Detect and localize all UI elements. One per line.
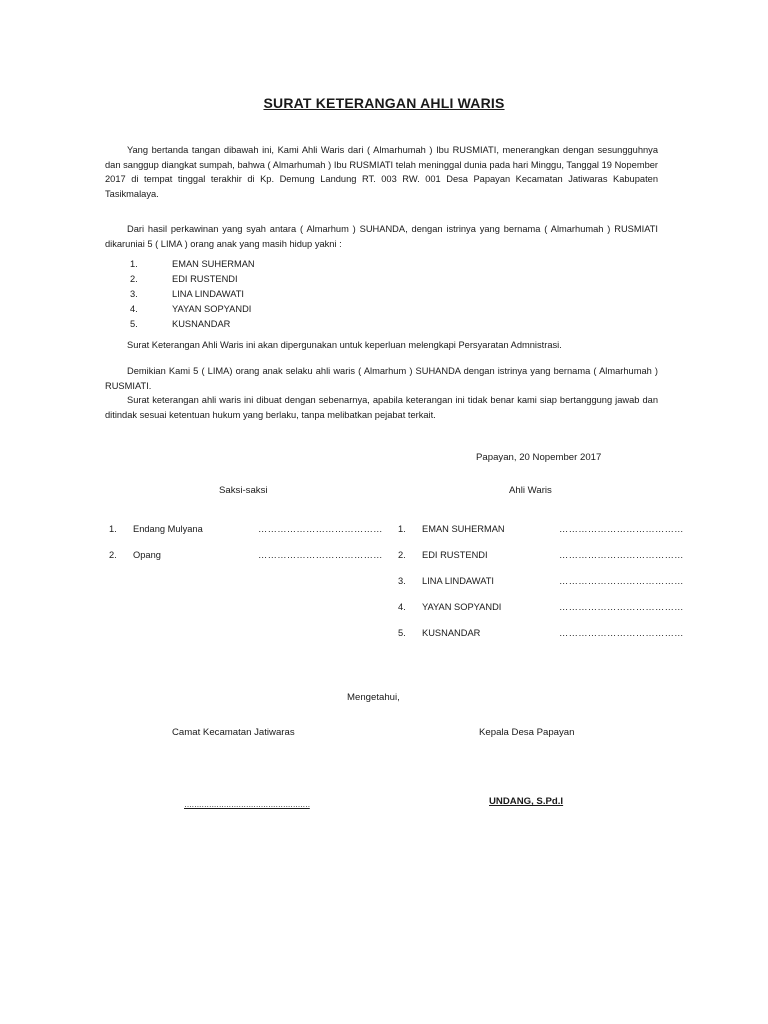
paragraph-closing (105, 393, 658, 422)
child-name: YAYAN SOPYANDI (172, 304, 252, 314)
paragraph-purpose (105, 338, 658, 353)
child-name: EDI RUSTENDI (172, 274, 238, 284)
signature-line: ………………………………… (559, 576, 684, 586)
paragraph-closing-text: Surat keterangan ahli waris ini dibuat dengan sebenarnya, apabila keterangan ini tidak benar kami siap bertanggung jawab dan ditindak sesuai ketentuan hukum yang berlaku, tanpa melibatkan pejabat terkait. (105, 395, 658, 420)
witness-name: Opang (133, 550, 161, 560)
paragraph-statement-text: Yang bertanda tangan dibawah ini, Kami Ahli Waris dari ( Almarhumah ) Ibu RUSMIATI, menerangkan dengan sesungguhnya dan sanggup diangkat sumpah, bahwa ( Almarhumah ) Ibu RUSMIATI telah meninggal dunia pada hari Minggu, Tanggal 19 Nopember 2017 di tempat tinggal terakhir di Kp. Demung Landung RT. 003 RW. 001 Desa Papayan Kecamatan Jatiwaras Kabupaten Tasikmalaya. (105, 145, 658, 199)
acknowledged-label: Mengetahui, (347, 692, 400, 703)
heir-name: EDI RUSTENDI (422, 550, 488, 560)
signature-line: ………………………………… (559, 550, 684, 560)
child-name: KUSNANDAR (172, 319, 231, 329)
camat-title: Camat Kecamatan Jatiwaras (172, 727, 295, 738)
child-name: EMAN SUHERMAN (172, 259, 255, 269)
children-list (130, 257, 255, 332)
signature-line: ………………………………… (559, 524, 684, 534)
heirs-heading: Ahli Waris (509, 485, 552, 496)
kades-name: UNDANG, S.Pd.I (489, 796, 564, 807)
kades-title: Kepala Desa Papayan (479, 727, 575, 738)
heir-name: LINA LINDAWATI (422, 576, 494, 586)
witnesses-heading: Saksi-saksi (219, 485, 268, 496)
witness-name: Endang Mulyana (133, 524, 203, 534)
child-name: LINA LINDAWATI (172, 289, 244, 299)
paragraph-heirs-declaration (105, 364, 658, 393)
heir-name: KUSNANDAR (422, 628, 481, 638)
heir-name: EMAN SUHERMAN (422, 524, 505, 534)
signature-line: ………………………………… (559, 628, 684, 638)
paragraph-statement (105, 143, 658, 201)
list-item: 5. KUSNANDAR (130, 319, 231, 329)
letter-title: SURAT KETERANGAN AHLI WARIS (263, 95, 505, 111)
signature-line: ………………………………… (559, 602, 684, 612)
camat-signature-line: …………………………………………… (184, 800, 310, 809)
list-item: 4. YAYAN SOPYANDI (130, 304, 252, 314)
signature-line: ………………………………… (258, 524, 383, 534)
place-date: Papayan, 20 Nopember 2017 (476, 452, 602, 463)
heir-name: YAYAN SOPYANDI (422, 602, 502, 612)
paragraph-marriage-text: Dari hasil perkawinan yang syah antara ( Almarhum ) SUHANDA, dengan istrinya yang bernama ( Almarhumah ) RUSMIATI dikaruniai 5 ( LIMA ) orang anak yang masih hidup yakni : (105, 224, 658, 249)
paragraph-purpose-text: Surat Keterangan Ahli Waris ini akan dipergunakan untuk keperluan melengkapi Persyaratan Admnistrasi. (127, 340, 562, 350)
paragraph-marriage (105, 222, 658, 251)
list-item: 2. EDI RUSTENDI (130, 274, 238, 284)
paragraph-heirs-declaration-text: Demikian Kami 5 ( LIMA) orang anak selaku ahli waris ( Almarhum ) SUHANDA dengan istrinya yang bernama ( Almarhumah ) RUSMIATI. (105, 366, 658, 391)
signature-line: ………………………………… (258, 550, 383, 560)
letter-page: SURAT KETERANGAN AHLI WARIS Yang bertanda tangan dibawah ini, Kami Ahli Waris dari ( Almarhumah ) Ibu RUSMIATI, menerangkan dengan sesungguhnya dan sanggup diangkat sumpah, bahwa ( Almarhumah ) Ibu RUSMIATI telah meninggal dunia pada hari Minggu, Tanggal 19 Nopember 2017 di tempat tinggal terakhir di Kp. Demung Landung RT. 003 RW. 001 Desa Papayan Kecamatan Jatiwaras Kabupaten Tasikmalaya. Dari hasil perkawinan yang syah antara ( Almarhum ) SUHANDA, dengan istrinya yang bernama ( Almarhumah ) RUSMIATI dikaruniai 5 ( LIMA ) orang anak yang masih hidup yakni : 1. EMAN SUHERMAN 2. EDI RUSTENDI 3. LINA LINDAWATI 4. YAYAN SOPYANDI 5. KUSNANDAR Surat Keterangan Ahli Waris ini akan dipergunakan untuk keperluan melengkapi Persyaratan Admnistrasi. Demikian Kami 5 ( LIMA) orang anak selaku ahli waris ( Almarhum ) SUHANDA dengan istrinya yang bernama ( Almarhumah ) RUSMIATI. Surat keterangan ahli waris ini dibuat dengan sebenarnya, apabila keterangan ini tidak benar kami siap bertanggung jawab dan ditindak sesuai ketentuan hukum yang berlaku, tanpa melibatkan pejabat terkait. Papayan, 20 Nopember 2017 Saksi-saksi Ahli Waris 1. Endang Mulyana ………………………………… 2. Opang ………………………………… 1. EMAN SUHERMAN ………………………………… 2. EDI RUSTENDI ………………………………… 3. LINA LINDAWATI ………………………………… 4. YAYAN SOPYANDI ………………………………… 5. KUSNANDAR ………………………………… Mengetahui, Camat Kecamatan Jatiwaras Kepala Desa Papayan …………………………………………… UNDANG, S.Pd.I (0, 0, 768, 1024)
list-item: 3. LINA LINDAWATI (130, 289, 244, 299)
list-item: 1. EMAN SUHERMAN (130, 259, 255, 269)
